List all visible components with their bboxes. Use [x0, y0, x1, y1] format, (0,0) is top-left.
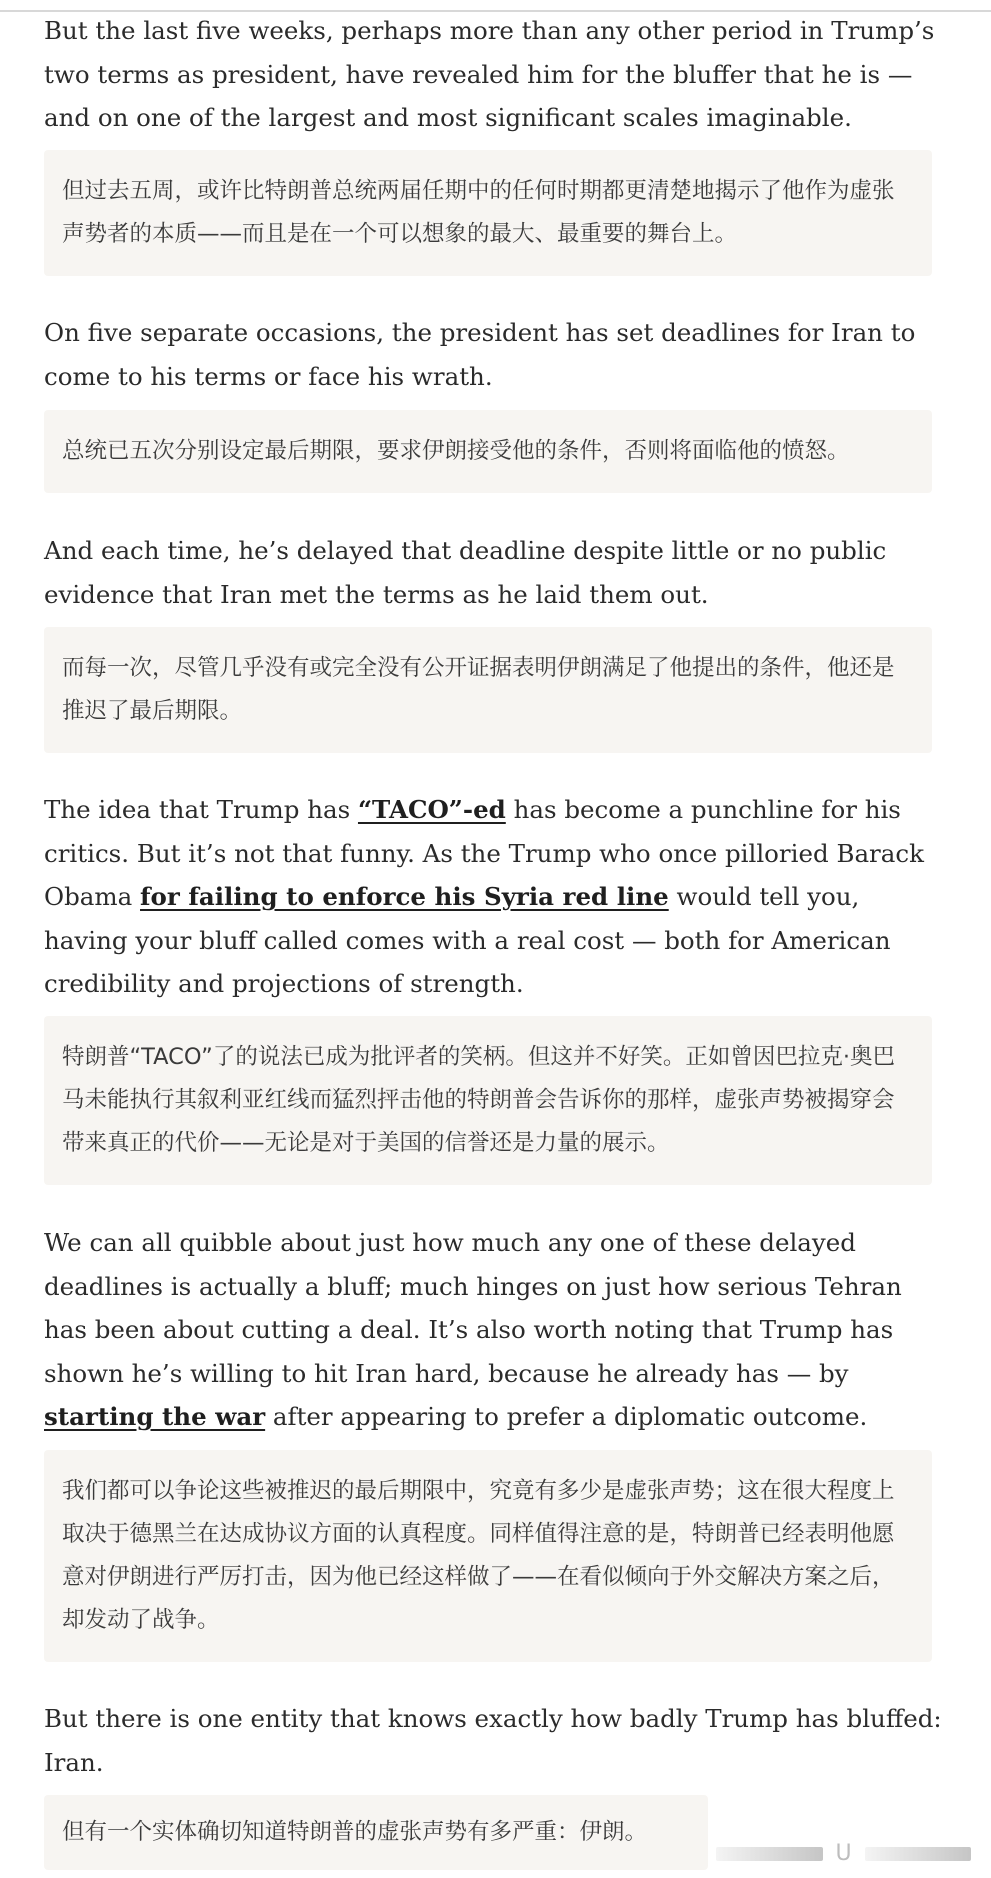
paragraph-text: We can all quibble about just how much any one of these delayed deadlines is actually a bluff; much hinges on just how serious Tehran has been about cutting a deal. It’s also worth noting that Trump has shown he’s willing to hit Iran hard, because he already has — by: [44, 1228, 902, 1388]
translation-text: 我们都可以争论这些被推迟的最后期限中，究竟有多少是虚张声势；这在很大程度上取决于德黑兰在达成协议方面的认真程度。同样值得注意的是，特朗普已经表明他愿意对伊朗进行严厉打击，因为他已经这样做了——在看似倾向于外交解决方案之后，却发动了战争。: [62, 1478, 895, 1633]
article-paragraph: [44, 529, 949, 616]
translation-box: [44, 1795, 708, 1870]
watermark: [716, 1842, 971, 1866]
taco-link[interactable]: “TACO”-ed: [357, 795, 506, 824]
translation-box: [44, 627, 932, 753]
translation-text: 总统已五次分别设定最后期限，要求伊朗接受他的条件，否则将面临他的愤怒。: [62, 438, 850, 464]
translation-box: [44, 150, 932, 276]
paragraph-text: The idea that Trump has: [44, 795, 358, 824]
paragraph-text: after appearing to prefer a diplomatic outcome.: [265, 1402, 868, 1431]
translation-text: 特朗普“TACO”了的说法已成为批评者的笑柄。但这并不好笑。正如曾因巴拉克·奥巴马未能执行其叙利亚红线而猛烈抨击他的特朗普会告诉你的那样，虚张声势被揭穿会带来真正的代价——无论是对于美国的信誉还是力量的展示。: [62, 1044, 895, 1156]
article-paragraph: [44, 1697, 949, 1784]
watermark-bar: [865, 1847, 972, 1861]
translation-text: 但过去五周，或许比特朗普总统两届任期中的任何时期都更清楚地揭示了他作为虚张声势者的本质——而且是在一个可以想象的最大、最重要的舞台上。: [62, 178, 895, 247]
article-paragraph: [44, 9, 949, 140]
paragraph-text: But the last five weeks, perhaps more than any other period in Trump’s two terms as president, have revealed him for the bluffer that he is — and on one of the largest and most significant scales imaginable.: [44, 16, 935, 132]
paragraph-text: would tell you, having your bluff called comes with a real cost — both for American credibility and projections of strength.: [44, 882, 891, 998]
translation-text: 而每一次，尽管几乎没有或完全没有公开证据表明伊朗满足了他提出的条件，他还是推迟了最后期限。: [62, 655, 895, 724]
paragraph-text: has become a punchline for his critics. But it’s not that funny. As the Trump who once pilloried Barack Obama: [44, 795, 924, 911]
paragraph-text: On five separate occasions, the president has set deadlines for Iran to come to his terms or face his wrath.: [44, 318, 916, 391]
translation-box: [44, 410, 932, 493]
starting-the-war-link[interactable]: starting the war: [44, 1402, 266, 1431]
article-paragraph: [44, 311, 949, 398]
syria-red-line-link[interactable]: for failing to enforce his Syria red line: [140, 882, 669, 911]
watermark-bar: [716, 1847, 823, 1861]
article-paragraph: [44, 1221, 949, 1439]
watermark-logo-icon: U: [835, 1841, 852, 1866]
paragraph-text: But there is one entity that knows exactly how badly Trump has bluffed: Iran.: [44, 1704, 942, 1777]
translation-box: [44, 1016, 932, 1185]
article-paragraph: [44, 788, 949, 1006]
translation-text: 但有一个实体确切知道特朗普的虚张声势有多严重：伊朗。: [62, 1819, 648, 1845]
paragraph-text: And each time, he’s delayed that deadline despite little or no public evidence that Iran met the terms as he laid them out.: [44, 536, 887, 609]
translation-box: [44, 1450, 932, 1662]
